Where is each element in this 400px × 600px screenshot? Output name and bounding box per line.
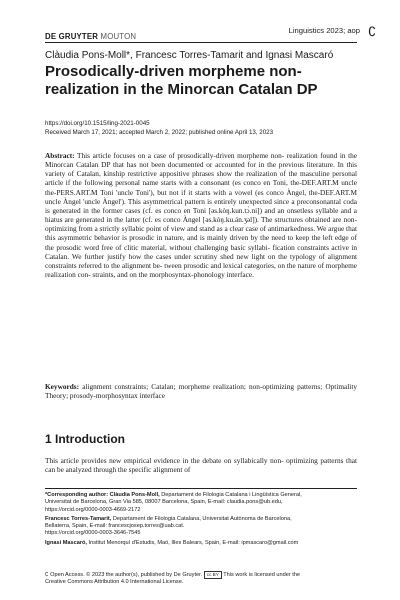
abstract-label: Abstract:: [45, 151, 75, 160]
keywords-label: Keywords:: [45, 382, 80, 391]
abstract-line: Toni 'uncle Toni'), but not if it starts with a vowel (es conco Àngel, the-DEF.ART.M uncle Àngel: [45, 187, 358, 206]
header-divider: [45, 42, 357, 43]
abstract-line: accounted for in the previous literature. In this variety of Catalan, kinship restrictive: [45, 160, 357, 179]
abstract-line: syllabic point of view and stand as a clear case of antimarkedness. We argue that this: [45, 224, 357, 243]
intro-line: This article provides new empirical evidence in the debate on syllabically non-: [45, 456, 284, 465]
footnote-author-name: *Corresponding author: Clàudia Pons-Moll,: [45, 492, 160, 498]
footnote-line: Departament de Filologia Catalana, Universitat Autònoma de Barcelona,: [111, 515, 292, 522]
intro-line: optimizing patterns that can be analyzed through the specific alignment of: [45, 456, 358, 475]
abstract-line: shed new light on the typology of alignment constraints referred to the alignment be-: [45, 251, 357, 270]
license-text: This work is licensed under the: [221, 572, 301, 578]
footnote-divider: [45, 488, 357, 489]
footnote-line: Institut Menorquí d'Estudis, Maó, Illes Balears, Spain, E-mail: ipmascaro@gmail.com: [86, 539, 299, 546]
license-name: Creative Commons Attribution 4.0 International License.: [45, 579, 184, 586]
keywords-line: alignment constraints; Catalan; morpheme realization; non-optimizing: [82, 382, 294, 391]
author-list: Clàudia Pons-Moll*, Francesc Torres-Tamarit and Ignasi Mascaró: [45, 50, 334, 61]
open-access-text: Open Access. © 2023 the author(s), published by De Gruyter.: [48, 572, 204, 578]
open-access-icon: ∁: [368, 24, 377, 39]
abstract-line: left edge of the prosodic word free of clitic material, without challenging basic syllabi-: [45, 233, 357, 252]
abstract-line: fication constraints active in Catalan. We further justify how the cases under scrutiny: [45, 242, 358, 261]
section-heading: 1 Introduction: [45, 432, 125, 446]
journal-citation: Linguistics 2023; aop: [288, 26, 360, 35]
introduction-text: [45, 456, 357, 475]
orcid-link[interactable]: https://orcid.org/0000-0003-3646-7545: [45, 530, 141, 537]
abstract-line: asymmetric behavior is prosodic in nature, and is mainly driven by the need to keep the: [57, 233, 321, 243]
publisher-header: [45, 26, 360, 40]
abstract-line: appositive phrases show the realization of the masculine personal article if the following: [45, 169, 358, 188]
footnote-line: Universitat de Barcelona, Gran Via 585, 08007 Barcelona, Spain, E-mail: claudia.pons@ub.edu,: [45, 499, 283, 506]
abstract-line: [əs.kòŋ.ku.án.ʒəl]). The structures obtained are non-optimizing from a strictly: [45, 215, 357, 234]
doi-link[interactable]: https://doi.org/10.1515/ling-2021-0045: [45, 120, 150, 127]
footnote-author-name: Francesc Torres-Tamarit,: [45, 515, 112, 522]
footnote-author-1: [45, 492, 357, 514]
footnote-author-2: [45, 516, 357, 538]
abstract-line: coda is generated in the former cases (cf. es conco en Toni [əs.kòŋ.kun.tɔ̀.ni]) and an: [45, 196, 358, 215]
abstract-line: This article focuses on a case of prosodically-driven morpheme non-: [77, 151, 285, 160]
author-footnotes: [45, 492, 357, 549]
article-meta: [45, 120, 273, 137]
footnote-author-name: Ignasi Mascaró,: [45, 539, 87, 546]
open-access-small-icon: ∁: [45, 572, 49, 578]
received-dates: Received March 17, 2021; accepted March 2, 2022; published online April 13, 2023: [45, 128, 274, 136]
abstract-line: 'uncle Àngel'). This asymmetrical pattern is entirely unexpected since a preconsonantal: [83, 196, 341, 206]
publisher-logo: DE GRUYTER MOUTON: [45, 32, 137, 41]
cc-license-badge[interactable]: cc BY: [204, 571, 222, 579]
abstract-line: onsetless syllable and a hiatus are generated in the latter (cf. es conco Àngel: [45, 205, 358, 225]
keywords-line: patterns; Optimality Theory; prosody-morphosyntax interface: [45, 382, 358, 401]
abstract-line: straints, and on the morphosyntax-phonology interface.: [92, 270, 254, 280]
footnote-line: Departament de Filologia Catalana i Lingüística General,: [159, 492, 302, 498]
abstract-line: tween prosodic and lexical categories, on the nature of morpheme realization con-: [45, 260, 357, 280]
orcid-link[interactable]: https://orcid.org/0000-0003-4669-2172: [45, 506, 141, 513]
footnote-author-3: [45, 540, 357, 547]
open-access-notice: [45, 571, 357, 587]
abstract: [45, 151, 357, 279]
footnote-line: Bellaterra, Spain, E-mail: francescjosep.torres@uab.cat.: [45, 523, 185, 530]
article-title: Prosodically-driven morpheme non-realization in the Minorcan Catalan DP: [45, 63, 318, 98]
abstract-line: personal name starts with a consonant (es conco en Toni, the-DEF.ART.M uncle the-PERS.ART.M: [45, 178, 358, 197]
abstract-line: realization found in the Minorcan Catalan DP that has not been documented or: [45, 151, 357, 170]
keywords: [45, 382, 357, 400]
